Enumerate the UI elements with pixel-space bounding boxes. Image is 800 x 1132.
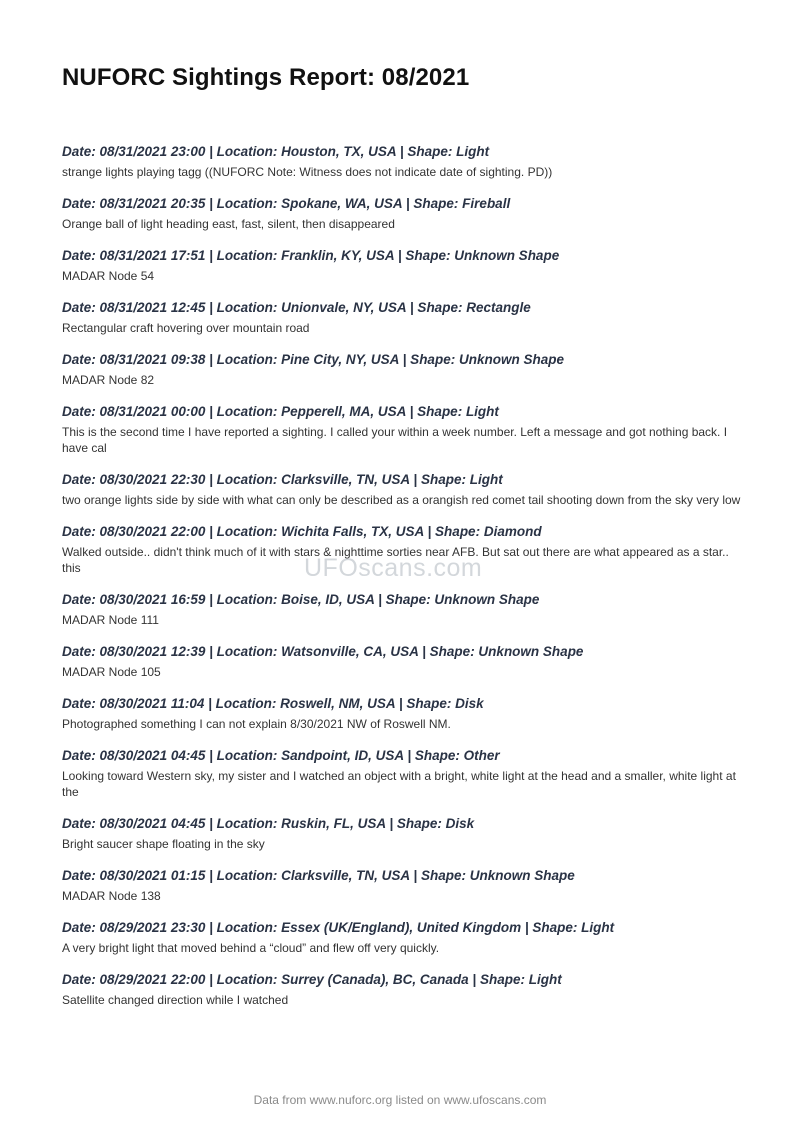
sighting-description: This is the second time I have reported a sighting. I called your within a week number. Left a message and got nothing back. I have cal <box>62 425 728 455</box>
page-title: NUFORC Sightings Report: 08/2021 <box>62 64 470 91</box>
list-item <box>62 299 742 336</box>
sighting-header: Date: 08/30/2021 04:45 | Location: Ruskin, FL, USA | Shape: Disk <box>62 816 475 831</box>
sighting-description: A very bright light that moved behind a “cloud” and flew off very quickly. <box>62 941 440 955</box>
list-item <box>62 591 742 628</box>
sighting-header: Date: 08/30/2021 04:45 | Location: Sandpoint, ID, USA | Shape: Other <box>62 748 500 763</box>
sightings-list <box>62 143 742 1023</box>
sighting-header: Date: 08/30/2021 12:39 | Location: Watsonville, CA, USA | Shape: Unknown Shape <box>62 644 584 659</box>
list-item <box>62 195 742 232</box>
list-item <box>62 815 742 852</box>
sighting-description: strange lights playing tagg ((NUFORC Note: Witness does not indicate date of sighting. PD)) <box>62 165 553 179</box>
sighting-header: Date: 08/31/2021 20:35 | Location: Spokane, WA, USA | Shape: Fireball <box>62 196 511 211</box>
sighting-header: Date: 08/30/2021 16:59 | Location: Boise, ID, USA | Shape: Unknown Shape <box>62 592 540 607</box>
sighting-header: Date: 08/31/2021 00:00 | Location: Pepperell, MA, USA | Shape: Light <box>62 404 499 419</box>
watermark: UFOscans.com <box>304 554 483 582</box>
sighting-description: MADAR Node 105 <box>62 665 161 679</box>
list-item <box>62 351 742 388</box>
sighting-header: Date: 08/30/2021 01:15 | Location: Clarksville, TN, USA | Shape: Unknown Shape <box>62 868 575 883</box>
list-item <box>62 523 742 576</box>
sighting-description: Bright saucer shape floating in the sky <box>62 837 265 851</box>
sighting-description: Photographed something I can not explain 8/30/2021 NW of Roswell NM. <box>62 717 451 731</box>
sighting-header: Date: 08/30/2021 22:30 | Location: Clarksville, TN, USA | Shape: Light <box>62 472 503 487</box>
sighting-header: Date: 08/29/2021 22:00 | Location: Surrey (Canada), BC, Canada | Shape: Light <box>62 972 562 987</box>
sighting-description: Satellite changed direction while I watched <box>62 993 289 1007</box>
sighting-header: Date: 08/31/2021 17:51 | Location: Franklin, KY, USA | Shape: Unknown Shape <box>62 248 560 263</box>
sighting-header: Date: 08/31/2021 12:45 | Location: Unionvale, NY, USA | Shape: Rectangle <box>62 300 531 315</box>
sighting-description: Walked outside.. didn't think much of it with stars & nighttime sorties near AFB. But sat out there are what appeared as a star.. this <box>62 545 729 575</box>
sighting-header: Date: 08/31/2021 23:00 | Location: Houston, TX, USA | Shape: Light <box>62 144 490 159</box>
sighting-description: MADAR Node 111 <box>62 613 159 627</box>
sighting-header: Date: 08/31/2021 09:38 | Location: Pine City, NY, USA | Shape: Unknown Shape <box>62 352 564 367</box>
list-item <box>62 747 742 800</box>
sighting-description: Looking toward Western sky, my sister and I watched an object with a bright, white light at the head and a smaller, white light at the <box>62 769 736 799</box>
sighting-description: MADAR Node 138 <box>62 889 161 903</box>
list-item <box>62 919 742 956</box>
list-item <box>62 867 742 904</box>
sighting-description: Rectangular craft hovering over mountain road <box>62 321 310 335</box>
sighting-description: two orange lights side by side with what can only be described as a orangish red comet tail shooting down from the sky very low <box>62 493 741 507</box>
list-item <box>62 247 742 284</box>
list-item <box>62 971 742 1008</box>
sighting-description: MADAR Node 82 <box>62 373 155 387</box>
list-item <box>62 643 742 680</box>
sighting-header: Date: 08/30/2021 11:04 | Location: Roswell, NM, USA | Shape: Disk <box>62 696 484 711</box>
page-footer: Data from www.nuforc.org listed on www.ufoscans.com <box>253 1093 547 1107</box>
list-item <box>62 695 742 732</box>
list-item <box>62 471 742 508</box>
list-item <box>62 143 742 180</box>
sighting-header: Date: 08/29/2021 23:30 | Location: Essex (UK/England), United Kingdom | Shape: Light <box>62 920 615 935</box>
sighting-header: Date: 08/30/2021 22:00 | Location: Wichita Falls, TX, USA | Shape: Diamond <box>62 524 542 539</box>
sighting-description: Orange ball of light heading east, fast, silent, then disappeared <box>62 217 395 231</box>
list-item <box>62 403 742 456</box>
sighting-description: MADAR Node 54 <box>62 269 155 283</box>
